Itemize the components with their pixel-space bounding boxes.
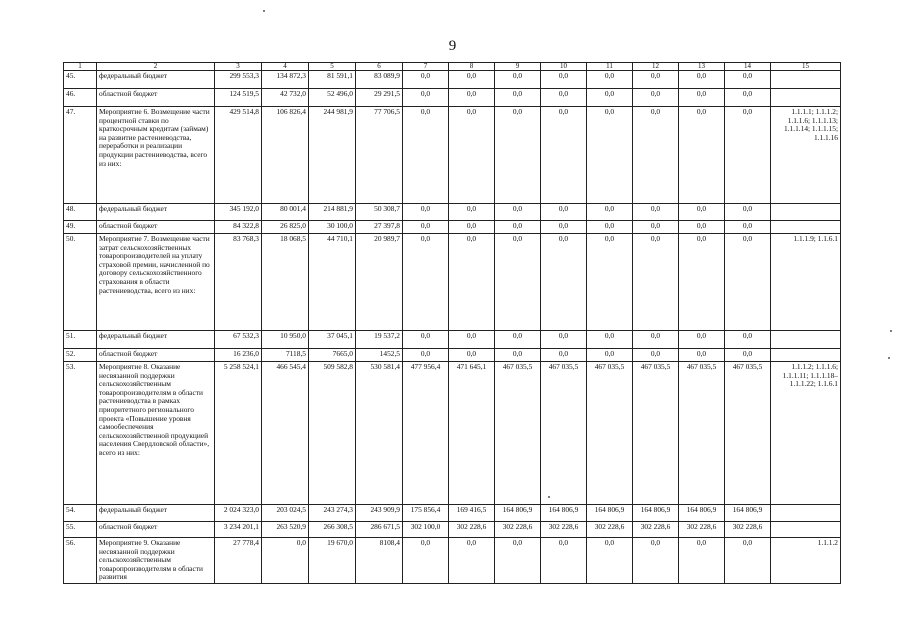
cell-value: 175 856,4 <box>403 505 449 522</box>
cell-value: 84 322,8 <box>215 221 262 234</box>
row-number: 45. <box>64 71 97 89</box>
cell-value: 0,0 <box>587 107 633 204</box>
target-codes <box>771 221 841 234</box>
column-number-6: 6 <box>356 63 403 71</box>
cell-value: 0,0 <box>587 234 633 331</box>
cell-value: 243 274,3 <box>309 505 356 522</box>
cell-value: 0,0 <box>725 331 771 349</box>
column-number-10: 10 <box>541 63 587 71</box>
cell-value: 124 519,5 <box>215 89 262 107</box>
cell-value: 29 291,5 <box>356 89 403 107</box>
cell-value: 134 872,3 <box>262 71 309 89</box>
cell-value: 263 520,9 <box>262 522 309 538</box>
cell-value: 44 710,1 <box>309 234 356 331</box>
cell-value: 302 228,6 <box>495 522 541 538</box>
target-codes <box>771 522 841 538</box>
cell-value: 18 068,5 <box>262 234 309 331</box>
cell-value: 27 397,8 <box>356 221 403 234</box>
row-number: 47. <box>64 107 97 204</box>
table-row <box>64 331 841 349</box>
cell-value: 0,0 <box>449 221 495 234</box>
cell-value: 7118,5 <box>262 349 309 362</box>
row-number: 49. <box>64 221 97 234</box>
cell-value: 477 956,4 <box>403 362 449 505</box>
cell-value: 0,0 <box>449 107 495 204</box>
cell-value: 0,0 <box>587 89 633 107</box>
cell-value: 0,0 <box>725 221 771 234</box>
column-number-14: 14 <box>725 63 771 71</box>
target-codes: 1.1.1.1; 1.1.1.2; 1.1.1.6; 1.1.1.13; 1.1.1.14; 1.1.1.15; 1.1.1.16 <box>771 107 841 204</box>
cell-value: 19 670,0 <box>309 538 356 584</box>
cell-value: 467 035,5 <box>725 362 771 505</box>
cell-value: 467 035,5 <box>633 362 679 505</box>
row-description: федеральный бюджет <box>97 505 215 522</box>
row-number: 48. <box>64 204 97 221</box>
cell-value: 0,0 <box>679 204 725 221</box>
row-number: 53. <box>64 362 97 505</box>
cell-value: 0,0 <box>587 538 633 584</box>
cell-value: 0,0 <box>725 71 771 89</box>
column-number-13: 13 <box>679 63 725 71</box>
cell-value: 164 806,9 <box>587 505 633 522</box>
cell-value: 466 545,4 <box>262 362 309 505</box>
cell-value: 0,0 <box>403 89 449 107</box>
cell-value: 467 035,5 <box>495 362 541 505</box>
cell-value: 0,0 <box>633 89 679 107</box>
cell-value: 0,0 <box>495 89 541 107</box>
cell-value: 0,0 <box>495 221 541 234</box>
cell-value: 0,0 <box>587 349 633 362</box>
cell-value: 0,0 <box>449 331 495 349</box>
cell-value: 467 035,5 <box>679 362 725 505</box>
target-codes <box>771 89 841 107</box>
cell-value: 0,0 <box>725 107 771 204</box>
row-number: 46. <box>64 89 97 107</box>
cell-value: 0,0 <box>587 331 633 349</box>
scan-speck <box>263 10 265 12</box>
row-description: федеральный бюджет <box>97 204 215 221</box>
cell-value: 471 645,1 <box>449 362 495 505</box>
column-number-3: 3 <box>215 63 262 71</box>
column-number-9: 9 <box>495 63 541 71</box>
cell-value: 0,0 <box>495 71 541 89</box>
cell-value: 0,0 <box>679 538 725 584</box>
table-row <box>64 221 841 234</box>
cell-value: 0,0 <box>403 107 449 204</box>
cell-value: 0,0 <box>587 221 633 234</box>
cell-value: 302 228,6 <box>633 522 679 538</box>
cell-value: 345 192,0 <box>215 204 262 221</box>
cell-value: 509 582,8 <box>309 362 356 505</box>
cell-value: 0,0 <box>633 538 679 584</box>
cell-value: 0,0 <box>403 349 449 362</box>
table-row <box>64 107 841 204</box>
column-number-7: 7 <box>403 63 449 71</box>
cell-value: 0,0 <box>449 71 495 89</box>
row-description: областной бюджет <box>97 522 215 538</box>
cell-value: 0,0 <box>679 221 725 234</box>
cell-value: 8108,4 <box>356 538 403 584</box>
cell-value: 0,0 <box>541 71 587 89</box>
cell-value: 0,0 <box>495 331 541 349</box>
cell-value: 0,0 <box>449 234 495 331</box>
cell-value: 0,0 <box>679 89 725 107</box>
cell-value: 0,0 <box>495 107 541 204</box>
cell-value: 0,0 <box>633 331 679 349</box>
row-number: 56. <box>64 538 97 584</box>
row-number: 51. <box>64 331 97 349</box>
cell-value: 0,0 <box>633 71 679 89</box>
cell-value: 0,0 <box>633 349 679 362</box>
table-row <box>64 89 841 107</box>
cell-value: 0,0 <box>633 107 679 204</box>
cell-value: 0,0 <box>403 71 449 89</box>
row-number: 52. <box>64 349 97 362</box>
budget-table <box>63 62 841 584</box>
cell-value: 37 045,1 <box>309 331 356 349</box>
target-codes: 1.1.1.9; 1.1.6.1 <box>771 234 841 331</box>
cell-value: 0,0 <box>495 349 541 362</box>
cell-value: 169 416,5 <box>449 505 495 522</box>
cell-value: 0,0 <box>679 107 725 204</box>
cell-value: 0,0 <box>449 538 495 584</box>
cell-value: 81 591,1 <box>309 71 356 89</box>
cell-value: 20 989,7 <box>356 234 403 331</box>
cell-value: 467 035,5 <box>541 362 587 505</box>
cell-value: 299 553,3 <box>215 71 262 89</box>
column-number-2: 2 <box>97 63 215 71</box>
cell-value: 0,0 <box>679 349 725 362</box>
column-number-11: 11 <box>587 63 633 71</box>
cell-value: 203 024,5 <box>262 505 309 522</box>
cell-value: 0,0 <box>541 234 587 331</box>
cell-value: 302 228,6 <box>541 522 587 538</box>
row-number: 50. <box>64 234 97 331</box>
scan-speck <box>548 496 550 498</box>
row-description: областной бюджет <box>97 349 215 362</box>
target-codes <box>771 349 841 362</box>
cell-value: 5 258 524,1 <box>215 362 262 505</box>
cell-value: 26 825,0 <box>262 221 309 234</box>
column-number-12: 12 <box>633 63 679 71</box>
cell-value: 302 100,0 <box>403 522 449 538</box>
table-row <box>64 349 841 362</box>
cell-value: 0,0 <box>449 349 495 362</box>
cell-value: 0,0 <box>541 204 587 221</box>
cell-value: 0,0 <box>403 204 449 221</box>
cell-value: 0,0 <box>679 234 725 331</box>
table-row <box>64 362 841 505</box>
cell-value: 302 228,6 <box>587 522 633 538</box>
cell-value: 243 909,9 <box>356 505 403 522</box>
cell-value: 2 024 323,0 <box>215 505 262 522</box>
cell-value: 244 981,9 <box>309 107 356 204</box>
cell-value: 0,0 <box>725 89 771 107</box>
cell-value: 0,0 <box>541 89 587 107</box>
cell-value: 106 826,4 <box>262 107 309 204</box>
cell-value: 164 806,9 <box>725 505 771 522</box>
cell-value: 83 768,3 <box>215 234 262 331</box>
cell-value: 0,0 <box>403 331 449 349</box>
cell-value: 0,0 <box>449 89 495 107</box>
target-codes <box>771 505 841 522</box>
cell-value: 0,0 <box>495 538 541 584</box>
cell-value: 0,0 <box>495 204 541 221</box>
cell-value: 42 732,0 <box>262 89 309 107</box>
cell-value: 0,0 <box>633 221 679 234</box>
target-codes: 1.1.1.2 <box>771 538 841 584</box>
cell-value: 164 806,9 <box>679 505 725 522</box>
table-row <box>64 234 841 331</box>
column-number-1: 1 <box>64 63 97 71</box>
cell-value: 50 308,7 <box>356 204 403 221</box>
row-description: федеральный бюджет <box>97 71 215 89</box>
row-description: областной бюджет <box>97 89 215 107</box>
row-description: федеральный бюджет <box>97 331 215 349</box>
cell-value: 27 778,4 <box>215 538 262 584</box>
column-number-15: 15 <box>771 63 841 71</box>
cell-value: 0,0 <box>725 538 771 584</box>
target-codes <box>771 331 841 349</box>
cell-value: 302 228,6 <box>449 522 495 538</box>
cell-value: 0,0 <box>262 538 309 584</box>
cell-value: 530 581,4 <box>356 362 403 505</box>
cell-value: 16 236,0 <box>215 349 262 362</box>
row-description: Мероприятие 8. Оказание несвязанной поддержки сельскохозяйственным товаропроизводителям в области растениеводства в рамках приоритетного регионального проекта «Повышение уровня самообеспечения сельскохозяйственной продукцией населения Свердловской области», всего из них: <box>97 362 215 505</box>
scan-speck <box>888 357 890 359</box>
cell-value: 7665,0 <box>309 349 356 362</box>
cell-value: 302 228,6 <box>725 522 771 538</box>
cell-value: 286 671,5 <box>356 522 403 538</box>
cell-value: 80 001,4 <box>262 204 309 221</box>
cell-value: 0,0 <box>449 204 495 221</box>
cell-value: 302 228,6 <box>679 522 725 538</box>
cell-value: 0,0 <box>725 349 771 362</box>
cell-value: 52 496,0 <box>309 89 356 107</box>
cell-value: 19 537,2 <box>356 331 403 349</box>
cell-value: 1452,5 <box>356 349 403 362</box>
cell-value: 0,0 <box>541 538 587 584</box>
column-number-header <box>64 63 841 71</box>
cell-value: 0,0 <box>403 538 449 584</box>
cell-value: 0,0 <box>541 221 587 234</box>
cell-value: 164 806,9 <box>541 505 587 522</box>
cell-value: 67 532,3 <box>215 331 262 349</box>
cell-value: 164 806,9 <box>495 505 541 522</box>
cell-value: 0,0 <box>725 234 771 331</box>
table-row <box>64 522 841 538</box>
row-description: областной бюджет <box>97 221 215 234</box>
cell-value: 0,0 <box>541 107 587 204</box>
page-number: 9 <box>448 38 457 54</box>
cell-value: 0,0 <box>725 204 771 221</box>
row-description: Мероприятие 9. Оказание несвязанной поддержки сельскохозяйственным товаропроизводителям в области развития <box>97 538 215 584</box>
row-number: 54. <box>64 505 97 522</box>
cell-value: 214 881,9 <box>309 204 356 221</box>
cell-value: 3 234 201,1 <box>215 522 262 538</box>
cell-value: 10 950,0 <box>262 331 309 349</box>
cell-value: 0,0 <box>541 331 587 349</box>
cell-value: 0,0 <box>495 234 541 331</box>
cell-value: 77 706,5 <box>356 107 403 204</box>
cell-value: 467 035,5 <box>587 362 633 505</box>
cell-value: 0,0 <box>541 349 587 362</box>
table-row <box>64 71 841 89</box>
column-number-5: 5 <box>309 63 356 71</box>
row-description: Мероприятие 7. Возмещение части затрат сельскохозяйственных товаропроизводителей на уплату страховой премии, начисленной по договору сельскохозяйственного страхования в области растениеводства, всего из них: <box>97 234 215 331</box>
row-number: 55. <box>64 522 97 538</box>
column-number-4: 4 <box>262 63 309 71</box>
target-codes <box>771 204 841 221</box>
cell-value: 83 089,9 <box>356 71 403 89</box>
cell-value: 0,0 <box>679 331 725 349</box>
cell-value: 0,0 <box>403 234 449 331</box>
cell-value: 164 806,9 <box>633 505 679 522</box>
scan-speck <box>890 330 892 332</box>
target-codes: 1.1.1.2; 1.1.1.6; 1.1.1.11; 1.1.1.18– 1.1.1.22; 1.1.6.1 <box>771 362 841 505</box>
cell-value: 0,0 <box>403 221 449 234</box>
cell-value: 429 514,8 <box>215 107 262 204</box>
table-row <box>64 538 841 584</box>
cell-value: 0,0 <box>679 71 725 89</box>
table-row <box>64 204 841 221</box>
cell-value: 0,0 <box>587 204 633 221</box>
column-number-8: 8 <box>449 63 495 71</box>
target-codes <box>771 71 841 89</box>
cell-value: 0,0 <box>587 71 633 89</box>
cell-value: 30 100,0 <box>309 221 356 234</box>
cell-value: 0,0 <box>633 204 679 221</box>
table-row <box>64 505 841 522</box>
cell-value: 0,0 <box>633 234 679 331</box>
row-description: Мероприятие 6. Возмещение части процентной ставки по краткосрочным кредитам (займам) на развитие растениеводства, переработки и реализации продукции растениеводства, всего из них: <box>97 107 215 204</box>
cell-value: 266 308,5 <box>309 522 356 538</box>
